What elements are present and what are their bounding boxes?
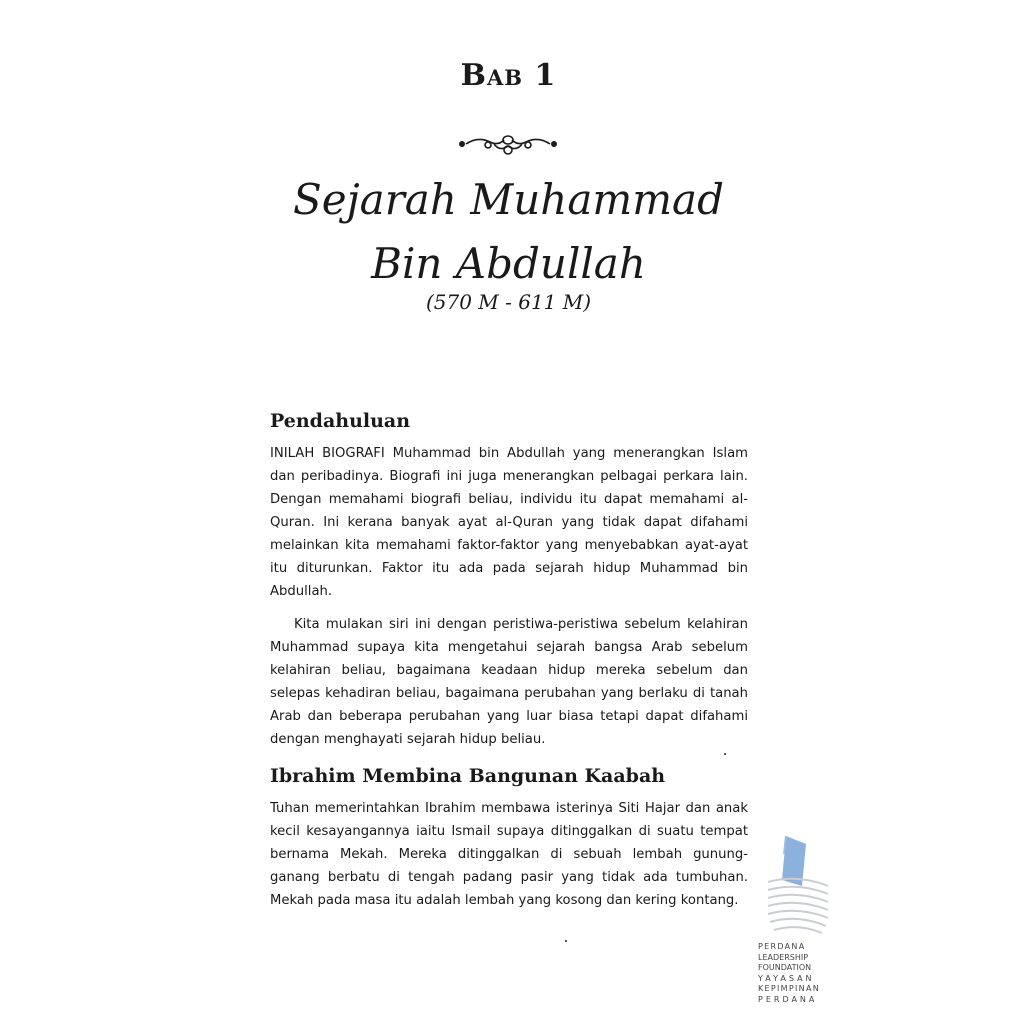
logo-text-line: LEADERSHIP: [758, 952, 809, 962]
title-line-2: Bin Abdullah: [371, 239, 646, 288]
title-line-1: Sejarah Muhammad: [293, 175, 724, 224]
section-heading-pendahuluan: Pendahuluan: [270, 410, 411, 432]
logo-text-line: YAYASAN: [758, 973, 815, 983]
year-range: (570 M - 611 M): [425, 290, 592, 314]
perdana-flag-icon: [758, 830, 848, 940]
flourish-ornament-icon: [458, 126, 558, 162]
chapter-label: Bab 1: [460, 58, 557, 93]
body-text: [270, 408, 748, 912]
speck: [565, 940, 567, 942]
chapter-title: [0, 168, 1017, 296]
perdana-logo: [758, 830, 848, 1020]
logo-text-line: KEPIMPINAN: [758, 984, 821, 993]
section-heading-kaabah: Ibrahim Membina Bangunan Kaabah: [270, 765, 666, 787]
paragraph: Kita mulakan siri ini dengan peristiwa-peristiwa sebelum kelahiran Muhammad supaya kita mengetahui sejarah bangsa Arab sebelum kelahiran beliau, bagaimana keadaan hidup mereka sebelum dan selepas kehadiran beliau, bagaimana perubahan yang berlaku di tanah Arab dan beberapa perubahan yang luar biasa tetapi dapat difahami dengan menghayati sejarah hidup beliau.: [270, 617, 748, 747]
paragraph: Tuhan memerintahkan Ibrahim membawa isterinya Siti Hajar dan anak kecil kesayangannya iaitu Ismail supaya ditinggalkan di suatu tempat bernama Mekah. Mereka ditinggalkan di sebuah lembah gunung-ganang berbatu di tengah padang pasir yang tidak ada tumbuhan. Mekah pada masa itu adalah lembah yang kosong dan kering kontang.: [270, 801, 748, 908]
paragraph: INILAH BIOGRAFI Muhammad bin Abdullah yang menerangkan Islam dan peribadinya. Biografi ini juga menerangkan pelbagai perkara lain. Dengan memahami biografi beliau, individu itu dapat memahami al-Quran. Ini kerana banyak ayat al-Quran yang tidak dapat difahami melainkan kita memahami faktor-faktor yang menyebabkan ayat-ayat itu diturunkan. Faktor itu ada pada sejarah hidup Muhammad bin Abdullah.: [270, 446, 748, 599]
logo-text-line: FOUNDATION: [758, 963, 812, 972]
logo-text-line: PERDANA: [758, 994, 818, 1004]
speck: [724, 753, 726, 755]
logo-text-line: PERDANA: [758, 942, 806, 951]
